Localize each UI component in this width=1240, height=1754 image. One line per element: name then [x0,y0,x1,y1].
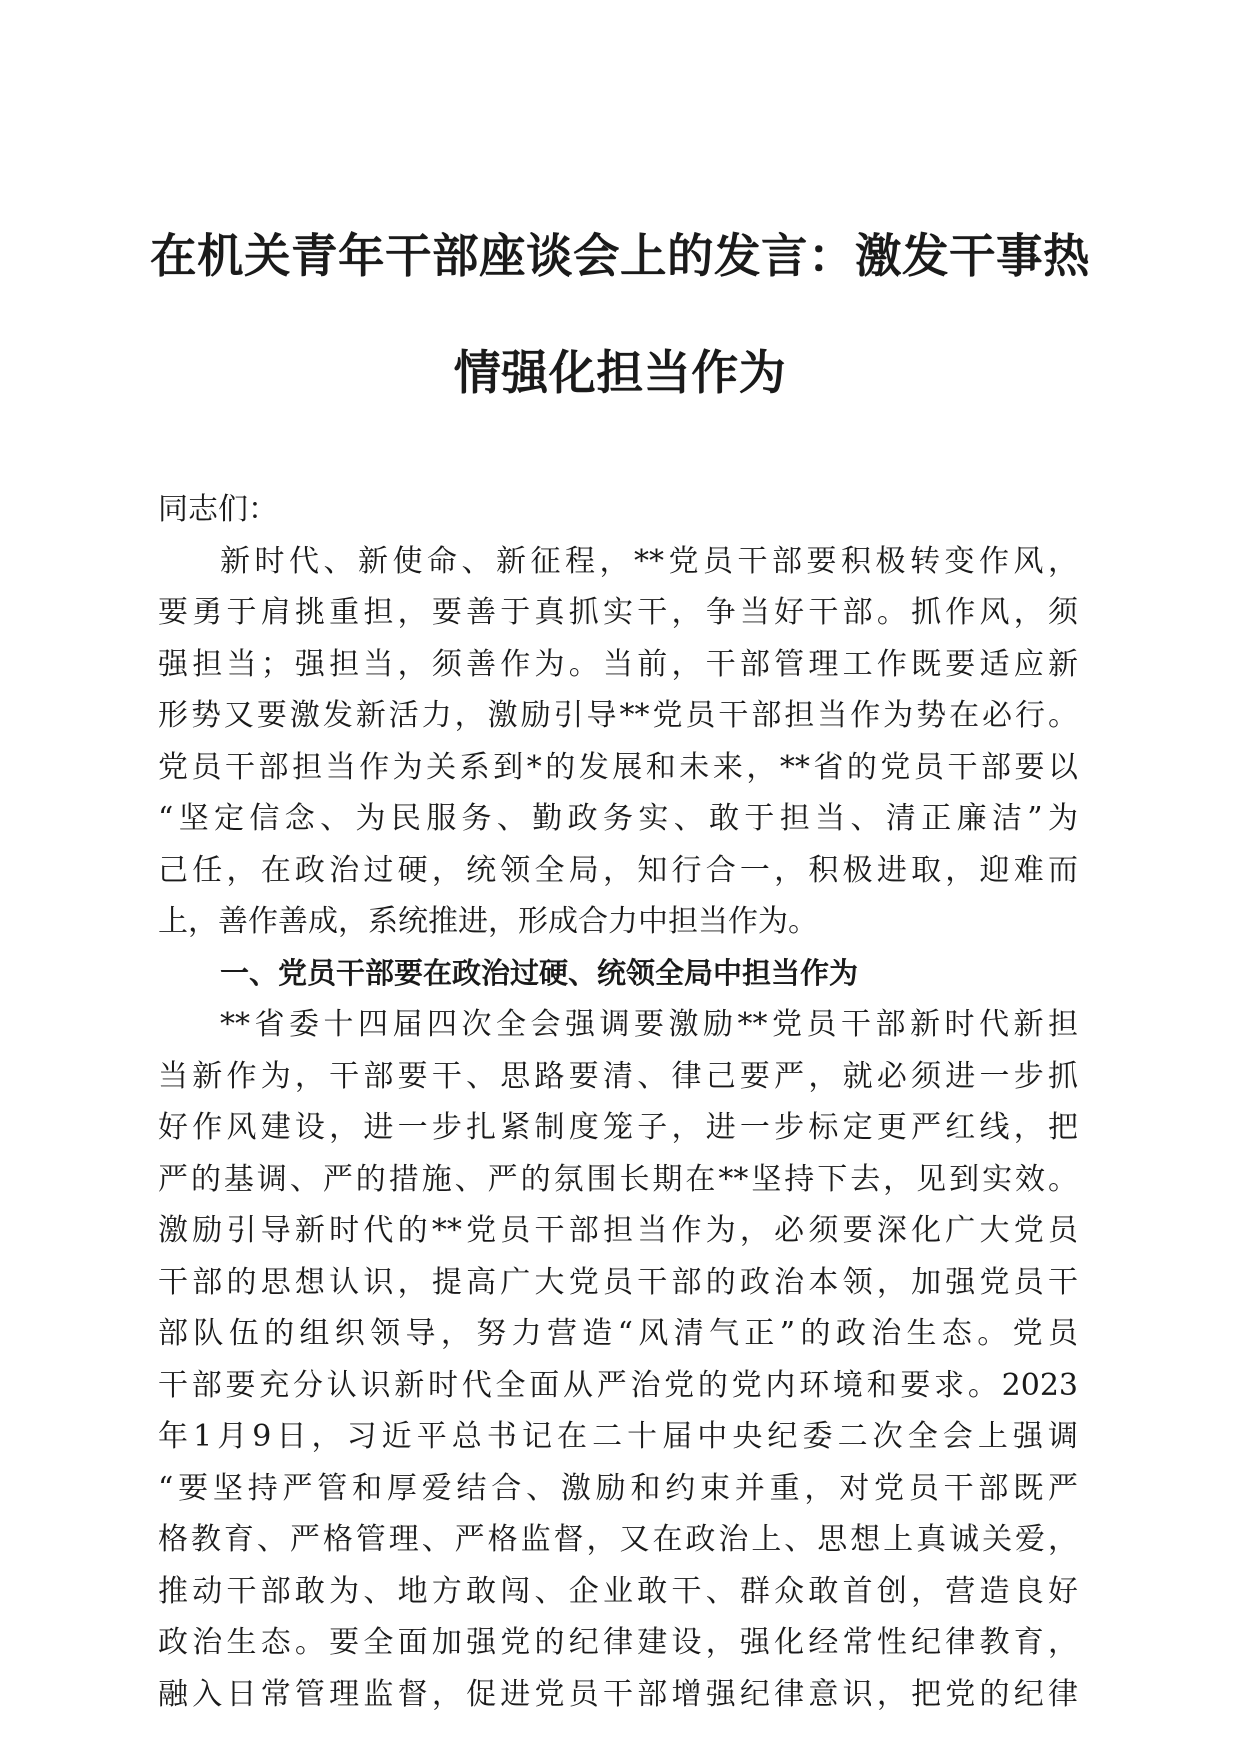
paragraph-2-line: 干部要充分认识新时代全面从严治党的党内环境和要求。2023 [158,1367,1078,1403]
paragraph-2-line: 好作风建设，进一步扎紧制度笼子，进一步标定更严红线，把 [158,1110,1078,1145]
paragraph-2-line: 格教育、严格管理、严格监督，又在政治上、思想上真诚关爱， [158,1522,1078,1557]
paragraph-1-line: 形势又要激发新活力，激励引导**党员干部担当作为势在必行。 [158,698,1078,733]
paragraph-2-line: 推动干部敢为、地方敢闯、企业敢干、群众敢首创，营造良好 [158,1573,1078,1609]
document-title-line-1: 在机关青年干部座谈会上的发言：激发干事热 [150,229,1090,283]
paragraph-1-line: “坚定信念、为民服务、勤政务实、敢于担当、清正廉洁”为 [158,801,1078,836]
paragraph-1-line: 强担当；强担当，须善作为。当前，干部管理工作既要适应新 [158,646,1078,682]
salutation: 同志们： [158,492,278,527]
document-title-line-2: 情强化担当作为 [453,346,787,401]
paragraph-2-line: 年1月9日，习近平总书记在二十届中央纪委二次全会上强调 [158,1419,1078,1454]
paragraph-1-line: 党员干部担当作为关系到*的发展和未来，**省的党员干部要以 [158,749,1078,785]
paragraph-2-line: 融入日常管理监督，促进党员干部增强纪律意识，把党的纪律 [158,1676,1078,1712]
paragraph-2-line: “要坚持严管和厚爱结合、激励和约束并重，对党员干部既严 [158,1470,1078,1506]
paragraph-1-line: 要勇于肩挑重担，要善于真抓实干，争当好干部。抓作风，须 [158,595,1078,630]
paragraph-2-line: 激励引导新时代的**党员干部担当作为，必须要深化广大党员 [158,1213,1078,1248]
paragraph-2-line: 政治生态。要全面加强党的纪律建设，强化经常性纪律教育， [158,1625,1078,1660]
paragraph-2-line: 干部的思想认识，提高广大党员干部的政治本领，加强党员干 [158,1264,1078,1300]
paragraph-2-line: 严的基调、严的措施、严的氛围长期在**坚持下去，见到实效。 [158,1161,1078,1197]
paragraph-1-line: 新时代、新使命、新征程，**党员干部要积极转变作风， [220,543,1078,579]
paragraph-2-line: 当新作为，干部要干、思路要清、律己要严，就必须进一步抓 [158,1058,1078,1094]
paragraph-2-line: **省委十四届四次全会强调要激励**党员干部新时代新担 [220,1007,1078,1042]
paragraph-1-line: 上，善作善成，系统推进，形成合力中担当作为。 [158,904,818,939]
section-1-heading: 一、党员干部要在政治过硬、统领全局中担当作为 [220,955,859,990]
document-body [158,484,1078,1720]
paragraph-1-line: 己任，在政治过硬，统领全局，知行合一，积极进取，迎难而 [158,852,1078,888]
paragraph-2-line: 部队伍的组织领导，努力营造“风清气正”的政治生态。党员 [158,1316,1078,1351]
